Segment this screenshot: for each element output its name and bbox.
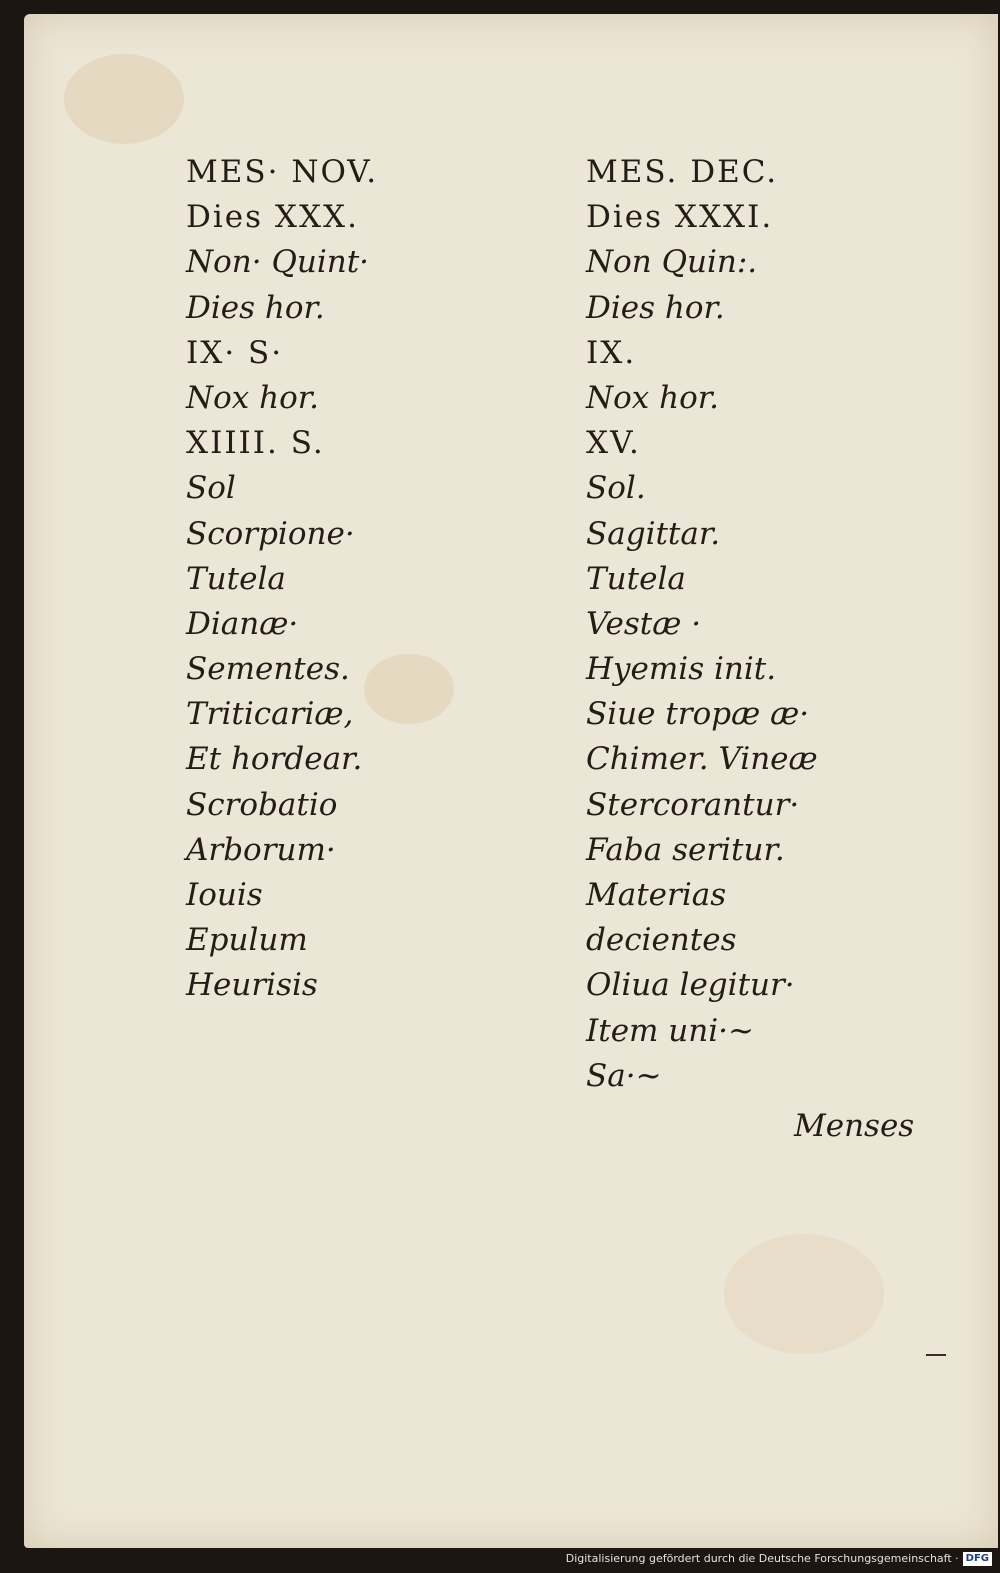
text-line: Tutela <box>186 560 286 597</box>
text-line: Faba seritur. <box>586 831 785 868</box>
text-line: MES· NOV. <box>186 154 379 190</box>
text-line: Sementes. <box>186 651 350 688</box>
margin-mark <box>926 1354 946 1356</box>
text-line: Et hordear. <box>186 741 363 778</box>
text-line: Triticariæ, <box>186 696 354 733</box>
text-line: Heurisis <box>186 967 318 1004</box>
text-line: Arborum· <box>186 831 336 868</box>
text-line: Oliua legitur· <box>586 967 795 1004</box>
text-line: Sagittar. <box>586 515 721 552</box>
text-line: Non· Quint· <box>186 244 370 281</box>
text-line: Dies XXXI. <box>586 199 774 236</box>
text-line: XV. <box>586 425 641 462</box>
catchword: Menses <box>794 1108 915 1144</box>
text-line: Sa·~ <box>586 1057 662 1094</box>
text-line: XIIII. S. <box>186 425 325 462</box>
footer-text: Digitalisierung gefördert durch die Deutsche Forschungsgemeinschaft · <box>565 1552 959 1565</box>
text-line: Materias <box>586 877 727 913</box>
paper-stain <box>64 54 184 144</box>
text-line: Vestæ · <box>586 605 702 642</box>
november-column <box>186 150 378 1009</box>
text-line: MES. DEC. <box>586 154 779 190</box>
text-line: Dianæ· <box>186 605 299 642</box>
text-line: Tutela <box>586 560 686 597</box>
text-line: IX. <box>586 334 637 371</box>
december-column <box>586 150 818 1099</box>
text-line: decientes <box>586 922 737 959</box>
text-line: Dies XXX. <box>186 199 359 236</box>
text-line: Sol. <box>586 470 646 507</box>
text-line: Nox hor. <box>586 379 720 416</box>
text-line: Hyemis init. <box>586 651 777 688</box>
text-line: IX· S· <box>186 334 284 371</box>
text-line: Siue tropæ æ· <box>586 696 810 733</box>
book-page <box>24 14 998 1548</box>
text-line: Scrobatio <box>186 786 338 823</box>
text-line: Epulum <box>186 922 308 959</box>
text-line: Non Quin:. <box>586 244 758 281</box>
text-line: Dies hor. <box>586 289 725 326</box>
text-line: Sol <box>186 470 236 507</box>
paper-stain <box>724 1234 884 1354</box>
dfg-logo: DFG <box>963 1552 992 1566</box>
text-line: Iouis <box>186 877 263 913</box>
text-line: Nox hor. <box>186 379 320 416</box>
text-line: Item uni·~ <box>586 1012 754 1049</box>
text-line: Chimer. Vineæ <box>586 741 818 778</box>
digitization-footer <box>0 1549 1000 1569</box>
text-line: Scorpione· <box>186 515 355 552</box>
text-line: Dies hor. <box>186 289 325 326</box>
text-line: Stercorantur· <box>586 786 800 823</box>
